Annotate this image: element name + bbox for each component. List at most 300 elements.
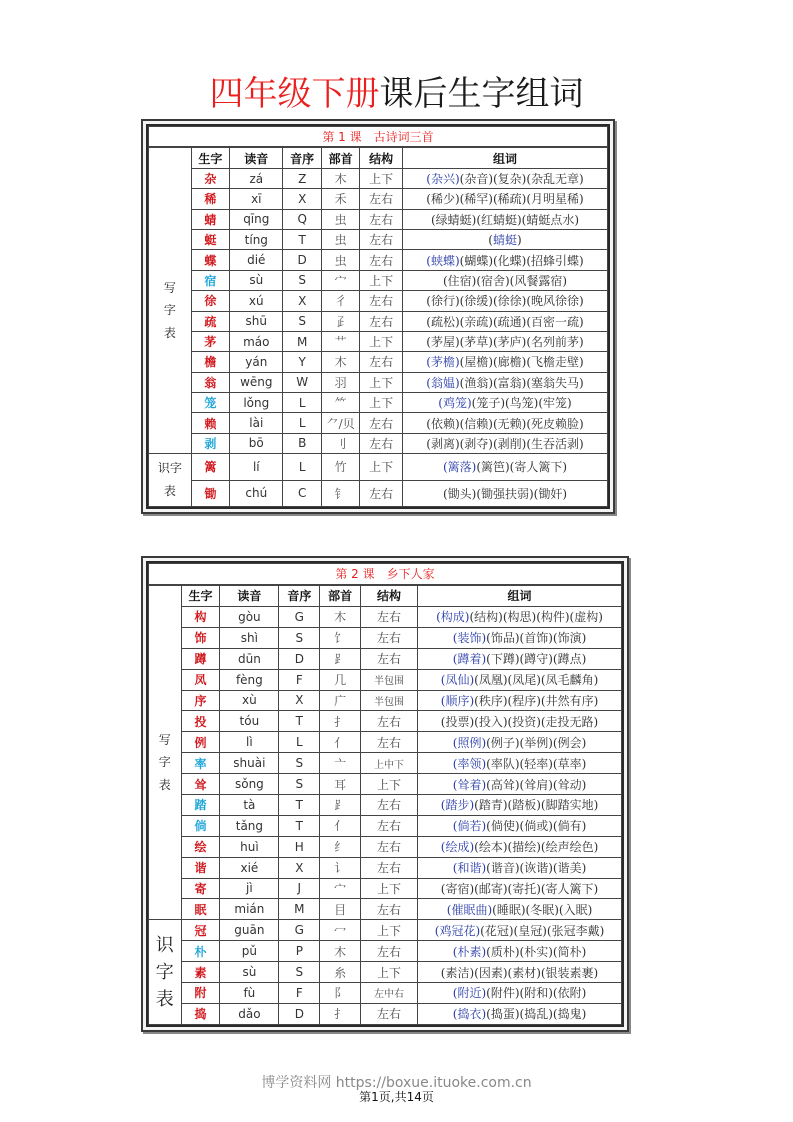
word-text: (笼子)(鸟笼)(牢笼) bbox=[471, 396, 572, 411]
highlight-word: (踏步) bbox=[440, 798, 475, 813]
header-words: 组词 bbox=[403, 147, 608, 168]
highlight-word: (绘成) bbox=[440, 840, 475, 855]
pinyin-cell: guān bbox=[220, 920, 279, 941]
structure-cell: 左右 bbox=[360, 836, 417, 857]
words-cell bbox=[418, 982, 622, 1003]
table-row bbox=[149, 941, 622, 962]
pinyin-cell: tǎng bbox=[220, 815, 279, 836]
sequence-cell: F bbox=[279, 982, 320, 1003]
word-text: (蝴蝶)(化蝶)(招蜂引蝶) bbox=[459, 253, 584, 268]
radical-cell: 亻 bbox=[320, 815, 361, 836]
word-text: (依赖)(信赖)(无赖)(死皮赖脸) bbox=[426, 416, 584, 431]
words-cell bbox=[403, 230, 608, 250]
char-cell: 附 bbox=[181, 982, 220, 1003]
sequence-cell: T bbox=[279, 711, 320, 732]
radical-cell: 虫 bbox=[321, 209, 359, 229]
table-row bbox=[149, 920, 622, 941]
highlight-word: (篱落) bbox=[442, 460, 477, 475]
table-row bbox=[149, 311, 608, 331]
table-row bbox=[149, 480, 608, 507]
word-text: (稀少)(稀罕)(稀疏)(月明星稀) bbox=[426, 192, 584, 207]
word-text: (屋檐)(廊檐)(飞檐走壁) bbox=[459, 355, 584, 370]
sequence-cell: D bbox=[279, 648, 320, 669]
words-cell bbox=[403, 250, 608, 270]
word-text: (饰品)(首饰)(饰演) bbox=[486, 631, 587, 646]
char-cell: 宿 bbox=[191, 270, 229, 290]
structure-cell: 左右 bbox=[360, 352, 403, 372]
word-text: (下蹲)(蹲守)(蹲点) bbox=[486, 652, 587, 667]
word-text: (杂音)(复杂)(杂乱无章) bbox=[459, 172, 584, 187]
char-cell: 踏 bbox=[181, 794, 220, 815]
words-cell bbox=[418, 836, 622, 857]
pinyin-cell: sù bbox=[230, 270, 283, 290]
word-text: (高耸)(耸肩)(耸动) bbox=[486, 777, 587, 792]
structure-cell: 左右 bbox=[360, 732, 417, 753]
sequence-cell: L bbox=[283, 413, 321, 433]
radical-cell: 木 bbox=[320, 941, 361, 962]
word-text: (质朴)(朴实)(简朴) bbox=[486, 944, 587, 959]
words-cell bbox=[418, 962, 622, 983]
char-cell: 率 bbox=[181, 753, 220, 774]
structure-cell: 上下 bbox=[360, 774, 417, 795]
lesson-title: 第 1 课 古诗词三首 bbox=[149, 127, 608, 148]
word-text: (绘本)(描绘)(绘声绘色) bbox=[474, 840, 599, 855]
words-cell bbox=[418, 899, 622, 920]
structure-cell: 左右 bbox=[360, 857, 417, 878]
table-row bbox=[149, 454, 608, 480]
word-text: (捣蛋)(捣乱)(捣鬼) bbox=[486, 1007, 587, 1022]
sequence-cell: S bbox=[279, 627, 320, 648]
radical-cell: 禾 bbox=[321, 189, 359, 209]
char-cell: 蜓 bbox=[191, 230, 229, 250]
word-text: (茅屋)(茅草)(茅庐)(名列前茅) bbox=[426, 335, 584, 350]
pinyin-cell: qīng bbox=[230, 209, 283, 229]
header-pinyin: 读音 bbox=[230, 147, 283, 168]
radical-cell: 广 bbox=[320, 690, 361, 711]
char-cell: 蹲 bbox=[181, 648, 220, 669]
char-cell: 朴 bbox=[181, 941, 220, 962]
sequence-cell: X bbox=[283, 189, 321, 209]
words-cell bbox=[403, 209, 608, 229]
radical-cell: 亻 bbox=[320, 732, 361, 753]
char-cell: 凤 bbox=[181, 669, 220, 690]
structure-cell: 左右 bbox=[360, 711, 417, 732]
pinyin-cell: fù bbox=[220, 982, 279, 1003]
char-cell: 饰 bbox=[181, 627, 220, 648]
footer-site: 博学资料网 https://boxue.ituoke.com.cn bbox=[261, 1075, 532, 1091]
char-cell: 冠 bbox=[181, 920, 220, 941]
words-cell bbox=[418, 711, 622, 732]
pinyin-cell: dūn bbox=[220, 648, 279, 669]
pinyin-cell: xī bbox=[230, 189, 283, 209]
radical-cell: 宀 bbox=[320, 878, 361, 899]
sequence-cell: D bbox=[283, 250, 321, 270]
char-cell: 稀 bbox=[191, 189, 229, 209]
table-row bbox=[149, 836, 622, 857]
header-char: 生字 bbox=[191, 147, 229, 168]
table-row bbox=[149, 291, 608, 311]
radical-cell: 几 bbox=[320, 669, 361, 690]
words-cell bbox=[418, 794, 622, 815]
words-cell bbox=[403, 291, 608, 311]
structure-cell: 左右 bbox=[360, 794, 417, 815]
structure-cell: 左右 bbox=[360, 189, 403, 209]
header-sequence: 音序 bbox=[279, 585, 320, 606]
word-text: (倘使)(倘或)(倘有) bbox=[486, 819, 587, 834]
char-cell: 素 bbox=[181, 962, 220, 983]
highlight-word: (鸡笼) bbox=[438, 396, 472, 411]
pinyin-cell: tà bbox=[220, 794, 279, 815]
words-cell bbox=[403, 372, 608, 392]
pinyin-cell: dǎo bbox=[220, 1003, 279, 1024]
words-cell bbox=[418, 627, 622, 648]
sequence-cell: L bbox=[279, 732, 320, 753]
radical-cell: 冖 bbox=[320, 920, 361, 941]
radical-cell: 讠 bbox=[320, 857, 361, 878]
char-cell: 赖 bbox=[191, 413, 229, 433]
page-title-grade: 四年级下册 bbox=[209, 74, 380, 114]
table-row bbox=[149, 331, 608, 351]
structure-cell: 左右 bbox=[360, 291, 403, 311]
pinyin-cell: zá bbox=[230, 168, 283, 188]
pinyin-cell: fèng bbox=[220, 669, 279, 690]
words-cell bbox=[418, 690, 622, 711]
header-radical: 部首 bbox=[321, 147, 359, 168]
pinyin-cell: sù bbox=[220, 962, 279, 983]
pinyin-cell: tíng bbox=[230, 230, 283, 250]
highlight-word: (率领) bbox=[452, 756, 487, 771]
char-cell: 绘 bbox=[181, 836, 220, 857]
radical-cell: 阝 bbox=[320, 982, 361, 1003]
sequence-cell: L bbox=[283, 454, 321, 480]
structure-cell: 左右 bbox=[360, 433, 403, 453]
char-cell: 耸 bbox=[181, 774, 220, 795]
words-cell bbox=[403, 270, 608, 290]
structure-cell: 上下 bbox=[360, 393, 403, 413]
sequence-cell: D bbox=[279, 1003, 320, 1024]
page-title-subject: 课后生字组词 bbox=[379, 74, 584, 114]
word-text: ( bbox=[488, 233, 493, 248]
sequence-cell: H bbox=[279, 836, 320, 857]
sequence-cell: Q bbox=[283, 209, 321, 229]
highlight-word: (构成) bbox=[436, 610, 470, 625]
highlight-word: (翁媪) bbox=[426, 375, 460, 390]
pinyin-cell: xú bbox=[230, 291, 283, 311]
highlight-word: (顺序) bbox=[440, 693, 475, 708]
side-label-blank bbox=[149, 147, 192, 168]
pinyin-cell: lí bbox=[230, 454, 283, 480]
char-cell: 谐 bbox=[181, 857, 220, 878]
words-cell bbox=[403, 454, 608, 480]
highlight-word: (杂兴) bbox=[426, 172, 460, 187]
word-text: (秩序)(程序)(井然有序) bbox=[474, 693, 599, 708]
structure-cell: 上下 bbox=[360, 454, 403, 480]
words-cell bbox=[403, 189, 608, 209]
word-text: (住宿)(宿舍)(风餐露宿) bbox=[442, 273, 568, 288]
radical-cell: ⺮ bbox=[321, 393, 359, 413]
table-row bbox=[149, 230, 608, 250]
sequence-cell: G bbox=[279, 920, 320, 941]
lesson-2-frame bbox=[141, 556, 629, 1032]
sequence-cell: X bbox=[279, 690, 320, 711]
radical-cell: 木 bbox=[321, 168, 359, 188]
header-structure: 结构 bbox=[360, 585, 417, 606]
word-text: (绿蜻蜓)(红蜻蜓)(蜻蜓点水) bbox=[430, 212, 580, 227]
radical-cell: 纟 bbox=[320, 836, 361, 857]
char-cell: 投 bbox=[181, 711, 220, 732]
sequence-cell: S bbox=[283, 311, 321, 331]
page-title bbox=[0, 66, 793, 115]
table-row bbox=[149, 627, 622, 648]
word-text: ) bbox=[517, 233, 522, 248]
table-row bbox=[149, 962, 622, 983]
structure-cell: 左右 bbox=[360, 311, 403, 331]
sequence-cell: F bbox=[279, 669, 320, 690]
table-row bbox=[149, 648, 622, 669]
sequence-cell: P bbox=[279, 941, 320, 962]
words-cell bbox=[403, 433, 608, 453]
structure-cell: 上下 bbox=[360, 878, 417, 899]
pinyin-cell: yán bbox=[230, 352, 283, 372]
words-cell bbox=[418, 941, 622, 962]
table-row bbox=[149, 815, 622, 836]
char-cell: 蜻 bbox=[191, 209, 229, 229]
char-cell: 锄 bbox=[191, 480, 229, 507]
pinyin-cell: dié bbox=[230, 250, 283, 270]
radical-cell: 亠 bbox=[320, 753, 361, 774]
char-cell: 倘 bbox=[181, 815, 220, 836]
pinyin-cell: xié bbox=[220, 857, 279, 878]
highlight-word: (附近) bbox=[452, 986, 487, 1001]
words-cell bbox=[418, 669, 622, 690]
sequence-cell: B bbox=[283, 433, 321, 453]
highlight-word: 蜻蜓 bbox=[492, 233, 517, 248]
radical-cell: 虫 bbox=[321, 250, 359, 270]
pinyin-cell: bō bbox=[230, 433, 283, 453]
structure-cell: 左右 bbox=[360, 648, 417, 669]
header-pinyin: 读音 bbox=[220, 585, 279, 606]
char-cell: 构 bbox=[181, 606, 220, 627]
structure-cell: 半包围 bbox=[360, 690, 417, 711]
table-row bbox=[149, 372, 608, 392]
char-cell: 檐 bbox=[191, 352, 229, 372]
pinyin-cell: chú bbox=[230, 480, 283, 507]
sequence-cell: S bbox=[279, 962, 320, 983]
lesson-1-table bbox=[148, 126, 608, 507]
header-words: 组词 bbox=[418, 585, 622, 606]
table-row bbox=[149, 899, 622, 920]
header-char: 生字 bbox=[181, 585, 220, 606]
radical-cell: 木 bbox=[321, 352, 359, 372]
highlight-word: (朴素) bbox=[452, 944, 487, 959]
words-cell bbox=[418, 857, 622, 878]
sequence-cell: J bbox=[279, 878, 320, 899]
radical-cell: 糸 bbox=[320, 962, 361, 983]
structure-cell: 左中右 bbox=[360, 982, 417, 1003]
radical-cell: 羽 bbox=[321, 372, 359, 392]
header-sequence: 音序 bbox=[283, 147, 321, 168]
pinyin-cell: gòu bbox=[220, 606, 279, 627]
table-row bbox=[149, 982, 622, 1003]
table-row bbox=[149, 393, 608, 413]
pinyin-cell: mián bbox=[220, 899, 279, 920]
radical-cell: ⻊ bbox=[320, 794, 361, 815]
word-text: (踏青)(踏板)(脚踏实地) bbox=[474, 798, 599, 813]
word-text: (疏松)(亲疏)(疏通)(百密一疏) bbox=[426, 314, 584, 329]
radical-cell: 目 bbox=[320, 899, 361, 920]
pinyin-cell: pǔ bbox=[220, 941, 279, 962]
sequence-cell: G bbox=[279, 606, 320, 627]
pinyin-cell: shū bbox=[230, 311, 283, 331]
highlight-word: (蹲着) bbox=[452, 652, 487, 667]
header-structure: 结构 bbox=[360, 147, 403, 168]
header-radical: 部首 bbox=[320, 585, 361, 606]
footer-page-number: 第1页,共14页 bbox=[359, 1090, 434, 1104]
words-cell bbox=[418, 878, 622, 899]
section-label-recognition: 识字 表 bbox=[149, 454, 192, 507]
radical-cell: 宀 bbox=[321, 270, 359, 290]
word-text: (渔翁)(富翁)(塞翁失马) bbox=[459, 375, 584, 390]
pinyin-cell: xù bbox=[220, 690, 279, 711]
pinyin-cell: wēng bbox=[230, 372, 283, 392]
lesson-1-frame bbox=[141, 119, 615, 514]
pinyin-cell: shuài bbox=[220, 753, 279, 774]
char-cell: 杂 bbox=[191, 168, 229, 188]
char-cell: 翁 bbox=[191, 372, 229, 392]
structure-cell: 半包围 bbox=[360, 669, 417, 690]
char-cell: 徐 bbox=[191, 291, 229, 311]
table-row bbox=[149, 669, 622, 690]
highlight-word: (耸着) bbox=[452, 777, 487, 792]
table-row bbox=[149, 189, 608, 209]
side-label-blank bbox=[149, 585, 182, 606]
highlight-word: (照例) bbox=[452, 735, 487, 750]
structure-cell: 上下 bbox=[360, 168, 403, 188]
word-text: (素洁)(因素)(素材)(银装素裹) bbox=[440, 965, 599, 980]
pinyin-cell: lài bbox=[230, 413, 283, 433]
structure-cell: 左右 bbox=[360, 480, 403, 507]
words-cell bbox=[418, 753, 622, 774]
sequence-cell: L bbox=[283, 393, 321, 413]
word-text: (凤凰)(凤尾)(凤毛麟角) bbox=[474, 673, 599, 688]
sequence-cell: T bbox=[283, 230, 321, 250]
char-cell: 蝶 bbox=[191, 250, 229, 270]
sequence-cell: T bbox=[279, 815, 320, 836]
word-text: (睡眠)(冬眠)(入眠) bbox=[492, 902, 593, 917]
word-text: (花冠)(皇冠)(张冠李戴) bbox=[480, 923, 605, 938]
pinyin-cell: máo bbox=[230, 331, 283, 351]
char-cell: 序 bbox=[181, 690, 220, 711]
table-row bbox=[149, 878, 622, 899]
radical-cell: 彳 bbox=[321, 291, 359, 311]
radical-cell: 钅 bbox=[321, 480, 359, 507]
highlight-word: (装饰) bbox=[452, 631, 487, 646]
char-cell: 捣 bbox=[181, 1003, 220, 1024]
table-row bbox=[149, 1003, 622, 1024]
char-cell: 笼 bbox=[191, 393, 229, 413]
structure-cell: 左右 bbox=[360, 230, 403, 250]
words-cell bbox=[418, 774, 622, 795]
table-row bbox=[149, 352, 608, 372]
structure-cell: 上下 bbox=[360, 331, 403, 351]
word-text: (锄头)(锄强扶弱)(锄奸) bbox=[442, 486, 568, 501]
words-cell bbox=[418, 1003, 622, 1024]
char-cell: 寄 bbox=[181, 878, 220, 899]
words-cell bbox=[403, 393, 608, 413]
structure-cell: 左右 bbox=[360, 1003, 417, 1024]
highlight-word: (倘若) bbox=[452, 819, 487, 834]
table-row bbox=[149, 168, 608, 188]
words-cell bbox=[418, 732, 622, 753]
table-row bbox=[149, 857, 622, 878]
section-label-writing: 写 字 表 bbox=[149, 168, 192, 453]
pinyin-cell: sǒng bbox=[220, 774, 279, 795]
words-cell bbox=[418, 648, 622, 669]
sequence-cell: Z bbox=[283, 168, 321, 188]
table-row bbox=[149, 690, 622, 711]
char-cell: 茅 bbox=[191, 331, 229, 351]
sequence-cell: M bbox=[283, 331, 321, 351]
words-cell bbox=[403, 331, 608, 351]
word-text: (剥离)(剥夺)(剥削)(生吞活剥) bbox=[426, 436, 584, 451]
words-cell bbox=[418, 920, 622, 941]
structure-cell: 左右 bbox=[360, 250, 403, 270]
pinyin-cell: shì bbox=[220, 627, 279, 648]
words-cell bbox=[418, 606, 622, 627]
radical-cell: 𤴔 bbox=[321, 311, 359, 331]
words-cell bbox=[403, 311, 608, 331]
char-cell: 眠 bbox=[181, 899, 220, 920]
word-text: (谐音)(诙谐)(谐美) bbox=[486, 861, 587, 876]
structure-cell: 左右 bbox=[360, 815, 417, 836]
structure-cell: 上下 bbox=[360, 920, 417, 941]
sequence-cell: W bbox=[283, 372, 321, 392]
structure-cell: 上下 bbox=[360, 270, 403, 290]
sequence-cell: X bbox=[283, 291, 321, 311]
highlight-word: (催眠曲) bbox=[446, 902, 493, 917]
radical-cell: 艹 bbox=[321, 331, 359, 351]
structure-cell: 左右 bbox=[360, 606, 417, 627]
structure-cell: 左右 bbox=[360, 209, 403, 229]
table-row bbox=[149, 753, 622, 774]
sequence-cell: M bbox=[279, 899, 320, 920]
structure-cell: 左右 bbox=[360, 413, 403, 433]
section-label-recognition: 识 字 表 bbox=[149, 920, 182, 1025]
pinyin-cell: lǒng bbox=[230, 393, 283, 413]
radical-cell: 虫 bbox=[321, 230, 359, 250]
word-text: (篱笆)(寄人篱下) bbox=[476, 460, 568, 475]
word-text: (结构)(构思)(构件)(虚构) bbox=[469, 610, 603, 625]
words-cell bbox=[403, 352, 608, 372]
table-row bbox=[149, 794, 622, 815]
table-row bbox=[149, 732, 622, 753]
sequence-cell: S bbox=[279, 774, 320, 795]
pinyin-cell: tóu bbox=[220, 711, 279, 732]
word-text: (例子)(举例)(例会) bbox=[486, 735, 587, 750]
sequence-cell: X bbox=[279, 857, 320, 878]
table-row bbox=[149, 250, 608, 270]
sequence-cell: T bbox=[279, 794, 320, 815]
radical-cell: 扌 bbox=[320, 1003, 361, 1024]
words-cell bbox=[403, 413, 608, 433]
sequence-cell: S bbox=[279, 753, 320, 774]
table-row bbox=[149, 270, 608, 290]
sequence-cell: S bbox=[283, 270, 321, 290]
highlight-word: (凤仙) bbox=[440, 673, 475, 688]
char-cell: 剥 bbox=[191, 433, 229, 453]
radical-cell: ⻊ bbox=[320, 648, 361, 669]
table-row bbox=[149, 413, 608, 433]
